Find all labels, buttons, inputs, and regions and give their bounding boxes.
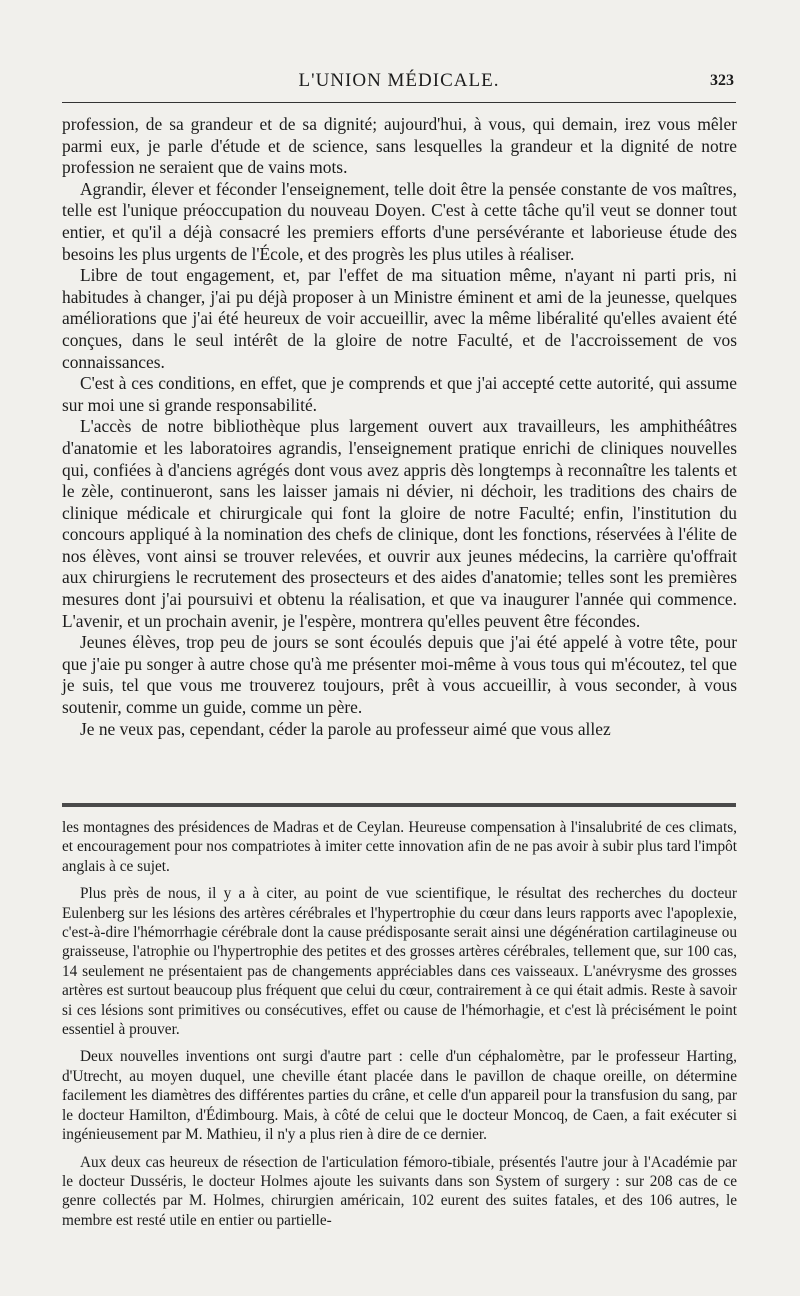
footnote-rule bbox=[62, 803, 736, 807]
page-header bbox=[62, 70, 736, 100]
paragraph: C'est à ces conditions, en effet, que je comprends et que j'ai accepté cette autorité, qui assume sur moi une si grande responsabilité. bbox=[62, 373, 737, 415]
running-title: L'UNION MÉDICALE. bbox=[298, 70, 500, 91]
footnote-paragraph: Deux nouvelles inventions ont surgi d'autre part : celle d'un céphalomètre, par le professeur Harting, d'Utrecht, au moyen duquel, une cheville étant placée dans le pavillon de chaque oreille, on détermine facilement les diamètres des différentes parties du crâne, et celle d'un appareil pour la transfusion du sang, par le docteur Hamilton, d'Édimbourg. Mais, à côté de celui que le docteur Moncoq, de Caen, a fait exécuter si ingénieusement par M. Mathieu, il n'y a plus rien à dire de ce dernier. bbox=[62, 1048, 737, 1144]
footnote-paragraph: les montagnes des présidences de Madras et de Ceylan. Heureuse compensation à l'insalubrité de ces climats, et encouragement pour nos compatriotes à imiter cette innovation afin de ne pas avoir à subir plus tard l'impôt anglais à ce sujet. bbox=[62, 819, 737, 875]
paragraph: Libre de tout engagement, et, par l'effet de ma situation même, n'ayant ni parti pris, ni habitudes à changer, j'ai pu déjà proposer à un Ministre éminent et ami de la jeunesse, quelques améliorations que j'ai été heureux de voir accueillir, avec la même libéralité qu'elles avaient été conçues, dans le seul intérêt de la gloire de notre Faculté, et de l'accroissement de vos connaissances. bbox=[62, 265, 737, 372]
paragraph: Jeunes élèves, trop peu de jours se sont écoulés depuis que j'ai été appelé à votre tête, pour que j'aie pu songer à autre chose qu'à me présenter moi-même à vous tous qui m'écoutez, tel que je suis, tel que vous me trouverez toujours, prêt à vous accueillir, à vous seconder, à vous soutenir, comme un guide, comme un père. bbox=[62, 632, 737, 718]
main-text bbox=[62, 114, 737, 740]
page-number: 323 bbox=[710, 72, 734, 89]
paragraph: Je ne veux pas, cependant, céder la parole au professeur aimé que vous allez bbox=[80, 718, 611, 739]
footnote-paragraph: Aux deux cas heureux de résection de l'articulation fémoro-tibiale, présentés l'autre jour à l'Académie par le docteur Dusséris, le docteur Holmes ajoute les suivants dans son System of surgery : sur 208 cas de ce genre collectés par M. Holmes, chirurgien américain, 102 eurent des suites fatales, et des 106 autres, le membre est resté utile en entier ou partielle- bbox=[62, 1153, 737, 1229]
footnote-text bbox=[62, 818, 737, 1238]
paragraph: Agrandir, élever et féconder l'enseignement, telle doit être la pensée constante de vos maîtres, telle est l'unique préoccupation du nouveau Doyen. C'est à cette tâche qu'il veut se donner tout entier, et qu'il a déjà consacré les premiers efforts d'une persévérante et laborieuse étude des besoins les plus urgents de l'École, et des progrès les plus utiles à réaliser. bbox=[62, 178, 737, 264]
paragraph: L'accès de notre bibliothèque plus largement ouvert aux travailleurs, les amphithéâtres d'anatomie et les laboratoires agrandis, l'enseignement pratique enrichi de cliniques nouvelles qui, confiées à d'anciens agrégés dont vous avez appris dès longtemps à reconnaître les talents et le zèle, continueront, sans les laisser jamais ni dévier, ni déchoir, les traditions des chairs de clinique médicale et chirurgicale qui font la gloire de notre Faculté; enfin, l'institution du concours appliqué à la nomination des chefs de clinique, dont les fonctions, réservées à l'élite de nos élèves, vont ainsi se trouver relevées, et ouvrir aux jeunes médecins, la carrière qu'offrait aux chirurgiens le recrutement des prosecteurs et des aides d'anatomie; telles sont les premières mesures dont j'ai poursuivi et obtenu la réalisation, et que va inaugurer l'année qui commence. L'avenir, et un prochain avenir, je l'espère, montrera qu'elles peuvent être fécondes. bbox=[62, 416, 737, 631]
paragraph: profession, de sa grandeur et de sa dignité; aujourd'hui, à vous, qui demain, irez vous mêler parmi eux, je parle d'étude et de science, sans lesquelles la grandeur et la dignité de notre profession ne seraient que de vains mots. bbox=[62, 114, 737, 178]
footnote-paragraph: Plus près de nous, il y a à citer, au point de vue scientifique, le résultat des recherches du docteur Eulenberg sur les lésions des artères cérébrales et l'hypertrophie du cœur dans leurs rapports avec l'apoplexie, c'est-à-dire l'hémorrhagie cérébrale dont la cause prédisposante serait ainsi une dégénération cartilagineuse ou graisseuse, l'atrophie ou l'hypertrophie des petites et des grosses artères cérébrales, tellement que, sur 100 cas, 14 seulement ne présentaient pas de changements appréciables dans ces vaisseaux. L'anévrysme des grosses artères est surtout beaucoup plus fréquent que celui du cœur, contrairement à ce qui était admis. Reste à savoir si ces lésions sont primitives ou consécutives, effet ou cause de l'hémorhagie, et c'est là précisément le point essentiel à prouver. bbox=[62, 885, 737, 1039]
header-rule bbox=[62, 102, 736, 103]
